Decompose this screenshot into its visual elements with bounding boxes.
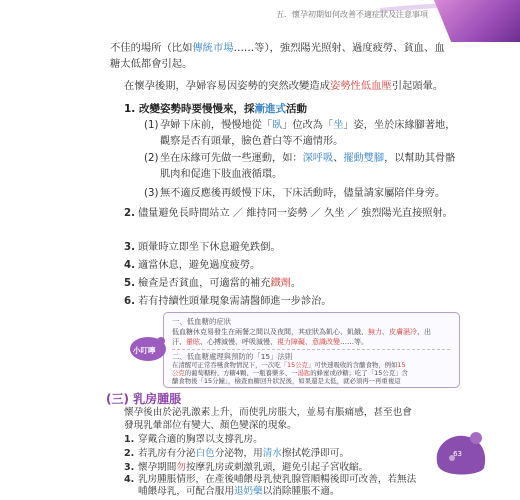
tip-heading: 一、低血糖的症狀	[172, 317, 232, 326]
list-item: 4. 乳房腫脹情形，在產後哺餵母乳使乳腺管順暢後即可改善，若無法 哺餵母乳，可配合服用退奶藥以消除腫脹不適。	[124, 474, 417, 497]
divider	[172, 349, 450, 350]
list-item: 2. 若乳房有分泌白色分泌物，用清水擦拭乾淨即可。	[124, 448, 350, 459]
tip-box	[163, 312, 460, 388]
section-heading: 1. 改變姿勢時要慢慢來，採漸進式活動	[124, 103, 307, 115]
running-header: 五．懷孕初期如何改善不適症狀及注意事項	[276, 10, 428, 19]
list-item: 6. 若有持續性頭暈現象需請醫師進一步診治。	[124, 296, 332, 307]
list-item: 1. 穿戴合適的胸罩以支撐乳房。	[124, 434, 263, 445]
tip-text: 低血糖休克易發生在兩餐之間以及夜間，其症狀為飢心、飢餓、無力、皮膚濕冷、出 汗、暈眩、心搏減慢、呼吸減慢、視力障礙、意識改變……等。	[172, 328, 431, 346]
tip-heading: 二、低血糖處理與預防的「15」法則	[172, 352, 293, 361]
list-item: 檢查是否貧血，可適當的補充鐵劑。	[138, 278, 301, 289]
page-number: 63	[453, 450, 462, 458]
section-heading-breast-swelling: (三) 乳房腫脹	[106, 392, 182, 406]
intro-paragraph: 不佳的場所（比如傳統市場……等），強烈陽光照射、過度疲勞、貧血、血 糖太低都會引起。	[110, 42, 445, 70]
highlight-text: 漸進式	[254, 103, 286, 115]
book-page: 五．懷孕初期如何改善不適症狀及注意事項 不佳的場所（比如傳統市場……等），強烈陽光照射、過度疲勞、貧血、血 糖太低都會引起。 在懷孕後期，孕婦容易因姿勢的突然改變造成姿勢性低血壓引起頭暈。 1. 改變姿勢時要慢慢來，採漸進式活動 (1) 孕婦下床前，慢慢地從「臥」位改為「坐」姿，坐於床緣腳著地，觀察是否有頭暈，臉色蒼白等不適情形。 (2) 坐在床緣可先做一些運動，如：深呼吸、擺動雙腳，以幫助其骨骼肌肉和促進下肢血液循環。 (3) 無不適反應後再緩慢下床，下床活動時，儘量請家屬陪伴身旁。 2. 儘量避免長時間站立 ／ 維持同一姿勢 ／ 久坐 ／ 強烈陽光直接照射。 3. 頭暈時立即坐下休息避免跌倒。 4. 適當休息，避免過度疲勞。 5. 檢查是否貧血，可適當的補充鐵劑。 6. 若有持續性頭暈現象需請醫師進一步診治。 一、低血糖的症狀 低血糖休克易發生在兩餐之間以及夜間，其症狀為飢心、飢餓、無力、皮膚濕冷、出 汗、暈眩、心搏減慢、呼吸減慢、視力障礙、意識改變……等。 二、低血糖處理與預防的「15」法則 在清醒可正常吞嚥食物情況下，一次吃「15公克」可快速吸收的含醣食物，例如15 公克的葡萄糖粉、方糖4顆、一瓶養樂多、一湯匙的蜂蜜或砂糖；吃了「15公克」含 醣食物後「15分鐘」，檢查血糖回升狀況後，如果還是太低，就必須再一再重複這 小叮嚀 (三) 乳房腫脹 懷孕後由於泌乳激素上升，而使乳房脹大，並易有脹痛感，甚至也會 發現乳暈部位有變大、顏色變深的現象。 1. 穿戴合適的胸罩以支撐乳房。 2. 若乳房有分泌白色分泌物，用清水擦拭乾淨即可。 3. 懷孕期間勿按摩乳房或刺激乳頭，避免引起子宮收縮。 4. 乳房腫脹情形，在產後哺餵母乳使乳腺管順暢後即可改善，若無法 哺餵母乳，可配合服用退奶藥以消除腫脹不適。 63	[0, 0, 520, 500]
sub-list-item: (3) 無不適反應後再緩慢下床，下床活動時，儘量請家屬陪伴身旁。	[144, 188, 446, 199]
corner-tab-decoration	[434, 0, 520, 42]
paragraph-postural-hypotension: 在懷孕後期，孕婦容易因姿勢的突然改變造成姿勢性低血壓引起頭暈。	[124, 80, 444, 92]
highlight-text: 傳統市場	[192, 42, 234, 54]
tip-text: 在清醒可正常吞嚥食物情況下，一次吃「15公克」可快速吸收的含醣食物，例如15 公克的葡萄糖粉、方糖4顆、一瓶養樂多、一湯匙的蜂蜜或砂糖；吃了「15公克」含 醣食物後「15分鐘」，檢查血糖回升狀況後，如果還是太低，就必須再一再重複這	[172, 361, 408, 386]
paragraph-breast-swelling: 懷孕後由於泌乳激素上升，而使乳房脹大，並易有脹痛感，甚至也會 發現乳暈部位有變大、顏色變深的現象。	[124, 407, 412, 431]
reminder-badge-label: 小叮嚀	[133, 346, 156, 355]
list-item: 3. 懷孕期間勿按摩乳房或刺激乳頭，避免引起子宮收縮。	[124, 462, 369, 473]
sub-list-item: (1) 孕婦下床前，慢慢地從「臥」位改為「坐」姿，坐於床緣腳著地，觀察是否有頭暈，臉色蒼白等不適情形。	[144, 120, 456, 147]
list-item: 3. 頭暈時立即坐下休息避免跌倒。	[124, 242, 281, 253]
list-item: 2. 儘量避免長時間站立 ／ 維持同一姿勢 ／ 久坐 ／ 強烈陽光直接照射。	[124, 208, 453, 219]
list-item: 適當休息，避免過度疲勞。	[138, 260, 261, 271]
highlight-text: 姿勢性低血壓	[329, 80, 392, 92]
sub-list-item: (2) 坐在床緣可先做一些運動，如：深呼吸、擺動雙腳，以幫助其骨骼肌肉和促進下肢血液循環。	[144, 153, 456, 180]
